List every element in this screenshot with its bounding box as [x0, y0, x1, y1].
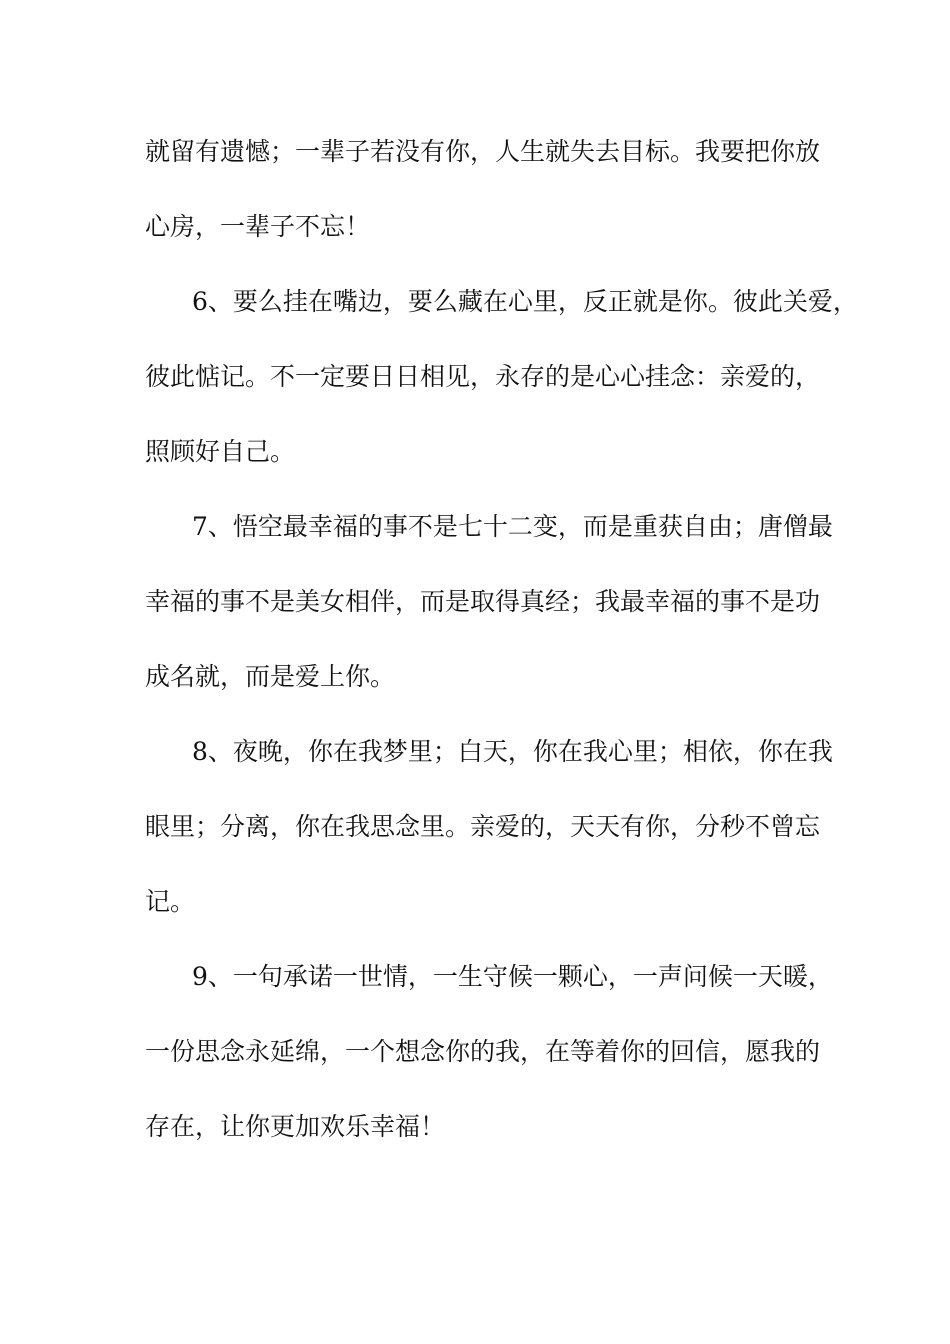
text-line: 幸福的事不是美女相伴，而是取得真经；我最幸福的事不是功: [145, 587, 821, 616]
text-line: 眼里；分离，你在我思念里。亲爱的，天天有你，分秒不曾忘: [145, 812, 821, 841]
text-line: 记。: [145, 887, 196, 916]
text-line: 成名就，而是爱上你。: [145, 662, 396, 691]
text-line: 就留有遗憾；一辈子若没有你，人生就失去目标。我要把你放: [145, 137, 821, 166]
text-line: 一份思念永延绵，一个想念你的我，在等着你的回信，愿我的: [145, 1037, 821, 1066]
text-line: 存在，让你更加欢乐幸福！: [145, 1112, 446, 1141]
paragraph-7-line: 7、悟空最幸福的事不是七十二变，而是重获自由；唐僧最: [192, 512, 833, 541]
text-line: 照顾好自己。: [145, 437, 296, 466]
paragraph-8-line: 8、夜晚，你在我梦里；白天，你在我心里；相依，你在我: [192, 737, 833, 766]
text-line: 心房，一辈子不忘！: [145, 212, 371, 241]
paragraph-9-line: 9、一句承诺一世情，一生守候一颗心，一声问候一天暖，: [192, 962, 833, 991]
text-line: 彼此惦记。不一定要日日相见，永存的是心心挂念：亲爱的，: [145, 362, 821, 391]
paragraph-6-line: 6、要么挂在嘴边，要么藏在心里，反正就是你。彼此关爱，: [192, 287, 858, 316]
